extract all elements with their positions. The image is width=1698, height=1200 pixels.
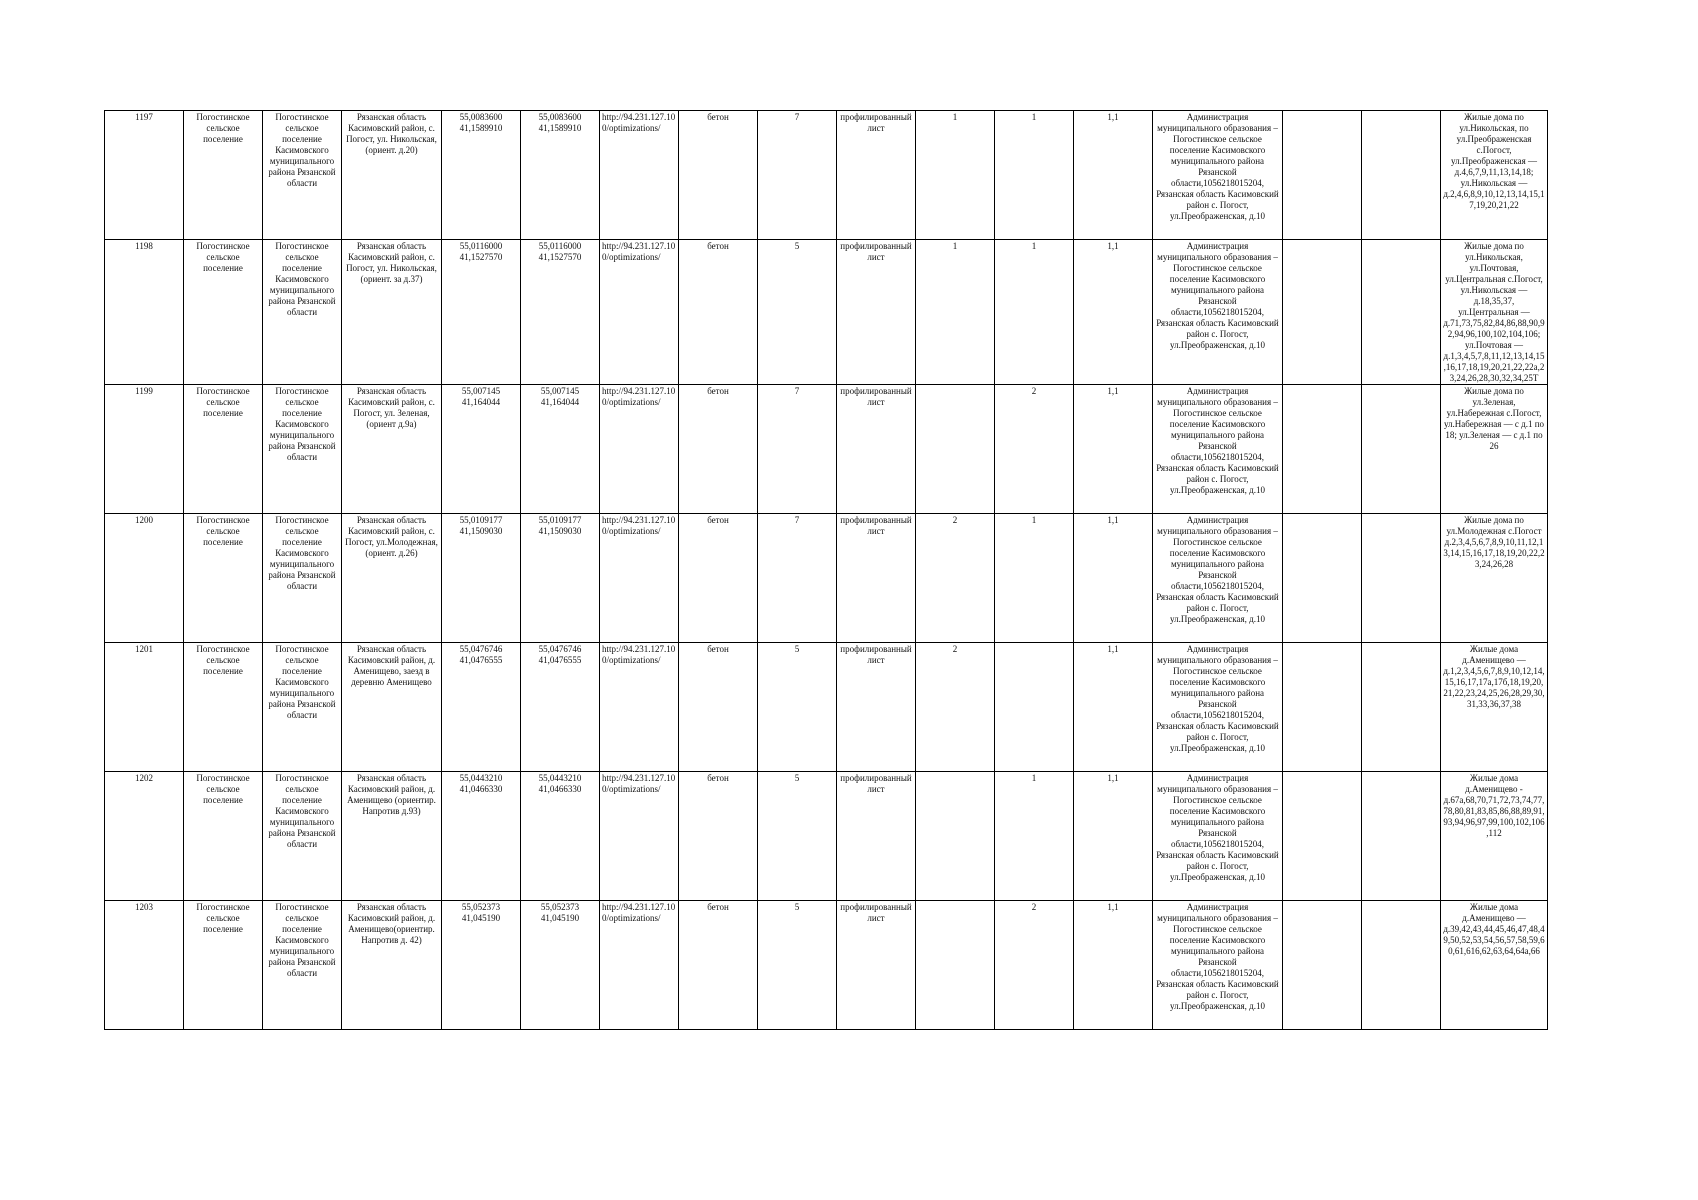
owner-cell: Погостинское сельское поселение Касимовского муниципального района Рязанской области: [263, 772, 342, 901]
settlement-cell: Погостинское сельское поселение: [184, 514, 263, 643]
link-cell: http://94.231.127.10 0/optimizations/: [600, 901, 679, 1030]
fence-cell: профилированный лист: [837, 643, 916, 772]
area-cell: 7: [758, 514, 837, 643]
empty-cell: [1283, 111, 1362, 240]
row-number: 1198: [105, 240, 184, 385]
count2-cell: 1: [995, 772, 1074, 901]
area-cell: 7: [758, 385, 837, 514]
owner-cell: Погостинское сельское поселение Касимовского муниципального района Рязанской области: [263, 901, 342, 1030]
link-cell: http://94.231.127.10 0/optimizations/: [600, 514, 679, 643]
surface-cell: бетон: [679, 514, 758, 643]
link-cell: http://94.231.127.10 0/optimizations/: [600, 385, 679, 514]
settlement-cell: Погостинское сельское поселение: [184, 385, 263, 514]
empty-cell: [1283, 240, 1362, 385]
empty-cell: [1283, 643, 1362, 772]
houses-cell: Жилые дома д.Аменищево — д.39,42,43,44,45,46,47,48,4 9,50,52,53,54,56,57,58,59,6 0,61,616,62,63,64,64а,66: [1441, 901, 1548, 1030]
volume-cell: 1,1: [1074, 111, 1153, 240]
row-number: 1200: [105, 514, 184, 643]
count2-cell: 1: [995, 514, 1074, 643]
registry-table: [104, 110, 1548, 1030]
area-cell: 5: [758, 240, 837, 385]
houses-cell: Жилые дома по ул.Никольская, ул.Почтовая, ул.Центральная с.Погост, ул.Никольская — д.18,35,37, ул.Центральная — д.71,73,75,82,84,86,88,90,9 2,94,96,100,102,104,106; ул.Почтовая — д.1,3,4,5,7,8,11,12,13,14,15 ,16,17,18,19,20,21,22,22а,2 3,24,26,28,30,32,34,25Т: [1441, 240, 1548, 385]
owner-cell: Погостинское сельское поселение Касимовского муниципального района Рязанской области: [263, 514, 342, 643]
surface-cell: бетон: [679, 385, 758, 514]
table-row: [105, 772, 1548, 901]
longitude-cell: 55,0109177 41,1509030: [521, 514, 600, 643]
owner-cell: Погостинское сельское поселение Касимовского муниципального района Рязанской области: [263, 240, 342, 385]
surface-cell: бетон: [679, 240, 758, 385]
fence-cell: профилированный лист: [837, 772, 916, 901]
houses-cell: Жилые дома д.Аменищево - д.67а,68,70,71,72,73,74,77, 78,80,81,83,85,86,88,89,91, 93,94,96,97,99,100,102,106 ,112: [1441, 772, 1548, 901]
longitude-cell: 55,0443210 41,0466330: [521, 772, 600, 901]
empty-cell: [1283, 385, 1362, 514]
volume-cell: 1,1: [1074, 514, 1153, 643]
empty-cell: [1362, 901, 1441, 1030]
settlement-cell: Погостинское сельское поселение: [184, 240, 263, 385]
settlement-cell: Погостинское сельское поселение: [184, 772, 263, 901]
count2-cell: 2: [995, 901, 1074, 1030]
address-cell: Рязанская область Касимовский район, д. Аменищево (ориентир. Напротив д.93): [342, 772, 442, 901]
latitude-cell: 55,0443210 41,0466330: [442, 772, 521, 901]
surface-cell: бетон: [679, 772, 758, 901]
link-cell: http://94.231.127.10 0/optimizations/: [600, 240, 679, 385]
administration-cell: Администрация муниципального образования – Погостинское сельское поселение Касимовского муниципального района Рязанской области,1056218015204, Рязанская область Касимовский район с. Погост, ул.Преображенская, д.10: [1153, 514, 1283, 643]
longitude-cell: 55,007145 41,164044: [521, 385, 600, 514]
administration-cell: Администрация муниципального образования – Погостинское сельское поселение Касимовского муниципального района Рязанской области,1056218015204, Рязанская область Касимовский район с. Погост, ул.Преображенская, д.10: [1153, 643, 1283, 772]
count2-cell: 1: [995, 240, 1074, 385]
table-row: [105, 901, 1548, 1030]
empty-cell: [1362, 514, 1441, 643]
surface-cell: бетон: [679, 901, 758, 1030]
owner-cell: Погостинское сельское поселение Касимовского муниципального района Рязанской области: [263, 111, 342, 240]
longitude-cell: 55,052373 41,045190: [521, 901, 600, 1030]
count1-cell: [916, 385, 995, 514]
empty-cell: [1362, 643, 1441, 772]
row-number: 1199: [105, 385, 184, 514]
volume-cell: 1,1: [1074, 901, 1153, 1030]
administration-cell: Администрация муниципального образования – Погостинское сельское поселение Касимовского муниципального района Рязанской области,1056218015204, Рязанская область Касимовский район с. Погост, ул.Преображенская, д.10: [1153, 385, 1283, 514]
fence-cell: профилированный лист: [837, 111, 916, 240]
empty-cell: [1362, 111, 1441, 240]
administration-cell: Администрация муниципального образования – Погостинское сельское поселение Касимовского муниципального района Рязанской области,1056218015204, Рязанская область Касимовский район с. Погост, ул.Преображенская, д.10: [1153, 111, 1283, 240]
count2-cell: [995, 643, 1074, 772]
fence-cell: профилированный лист: [837, 901, 916, 1030]
empty-cell: [1362, 385, 1441, 514]
table-row: [105, 385, 1548, 514]
administration-cell: Администрация муниципального образования – Погостинское сельское поселение Касимовского муниципального района Рязанской области,1056218015204, Рязанская область Касимовский район с. Погост, ул.Преображенская, д.10: [1153, 772, 1283, 901]
table-row: [105, 514, 1548, 643]
count1-cell: [916, 901, 995, 1030]
empty-cell: [1362, 240, 1441, 385]
latitude-cell: 55,007145 41,164044: [442, 385, 521, 514]
count2-cell: 1: [995, 111, 1074, 240]
row-number: 1202: [105, 772, 184, 901]
count2-cell: 2: [995, 385, 1074, 514]
longitude-cell: 55,0083600 41,1589910: [521, 111, 600, 240]
houses-cell: Жилые дома д.Аменищево — д.1,2,3,4,5,6,7,8,9,10,12,14, 15,16,17,17а,17б,18,19,20, 21,22,23,24,25,26,28,29,30, 31,33,36,37,38: [1441, 643, 1548, 772]
volume-cell: 1,1: [1074, 643, 1153, 772]
link-cell: http://94.231.127.10 0/optimizations/: [600, 772, 679, 901]
fence-cell: профилированный лист: [837, 385, 916, 514]
address-cell: Рязанская область Касимовский район, с. Погост, ул.Молодежная, (ориент. д.26): [342, 514, 442, 643]
latitude-cell: 55,0109177 41,1509030: [442, 514, 521, 643]
houses-cell: Жилые дома по ул.Зеленая, ул.Набережная с.Погост, ул.Набережная — с д.1 по 18; ул.Зеленая — с д.1 по 26: [1441, 385, 1548, 514]
latitude-cell: 55,0116000 41,1527570: [442, 240, 521, 385]
owner-cell: Погостинское сельское поселение Касимовского муниципального района Рязанской области: [263, 385, 342, 514]
surface-cell: бетон: [679, 111, 758, 240]
settlement-cell: Погостинское сельское поселение: [184, 111, 263, 240]
area-cell: 5: [758, 772, 837, 901]
settlement-cell: Погостинское сельское поселение: [184, 901, 263, 1030]
area-cell: 7: [758, 111, 837, 240]
empty-cell: [1283, 514, 1362, 643]
count1-cell: 1: [916, 111, 995, 240]
table-row: [105, 240, 1548, 385]
row-number: 1197: [105, 111, 184, 240]
table-row: [105, 643, 1548, 772]
fence-cell: профилированный лист: [837, 514, 916, 643]
count1-cell: 2: [916, 643, 995, 772]
count1-cell: 1: [916, 240, 995, 385]
address-cell: Рязанская область Касимовский район, д. Аменищево, заезд в деревню Аменищево: [342, 643, 442, 772]
volume-cell: 1,1: [1074, 240, 1153, 385]
administration-cell: Администрация муниципального образования – Погостинское сельское поселение Касимовского муниципального района Рязанской области,1056218015204, Рязанская область Касимовский район с. Погост, ул.Преображенская, д.10: [1153, 901, 1283, 1030]
row-number: 1203: [105, 901, 184, 1030]
latitude-cell: 55,0083600 41,1589910: [442, 111, 521, 240]
latitude-cell: 55,052373 41,045190: [442, 901, 521, 1030]
empty-cell: [1283, 772, 1362, 901]
count1-cell: [916, 772, 995, 901]
latitude-cell: 55,0476746 41,0476555: [442, 643, 521, 772]
area-cell: 5: [758, 643, 837, 772]
settlement-cell: Погостинское сельское поселение: [184, 643, 263, 772]
empty-cell: [1283, 901, 1362, 1030]
address-cell: Рязанская область Касимовский район, д. Аменищево(ориентир. Напротив д. 42): [342, 901, 442, 1030]
administration-cell: Администрация муниципального образования – Погостинское сельское поселение Касимовского муниципального района Рязанской области,1056218015204, Рязанская область Касимовский район с. Погост, ул.Преображенская, д.10: [1153, 240, 1283, 385]
address-cell: Рязанская область Касимовский район, с. Погост, ул. Зеленая, (ориент д.9а): [342, 385, 442, 514]
address-cell: Рязанская область Касимовский район, с. Погост, ул. Никольская, (ориент. за д.37): [342, 240, 442, 385]
empty-cell: [1362, 772, 1441, 901]
link-cell: http://94.231.127.10 0/optimizations/: [600, 643, 679, 772]
volume-cell: 1,1: [1074, 772, 1153, 901]
surface-cell: бетон: [679, 643, 758, 772]
houses-cell: Жилые дома по ул.Никольская, по ул.Преображенская с.Погост, ул.Преображенская — д.4,6,7,9,11,13,14,18; ул.Никольская — д.2,4,6,8,9,10,12,13,14,15,1 7,19,20,21,22: [1441, 111, 1548, 240]
address-cell: Рязанская область Касимовский район, с. Погост, ул. Никольская, (ориент. д.20): [342, 111, 442, 240]
volume-cell: 1,1: [1074, 385, 1153, 514]
count1-cell: 2: [916, 514, 995, 643]
row-number: 1201: [105, 643, 184, 772]
area-cell: 5: [758, 901, 837, 1030]
owner-cell: Погостинское сельское поселение Касимовского муниципального района Рязанской области: [263, 643, 342, 772]
link-cell: http://94.231.127.10 0/optimizations/: [600, 111, 679, 240]
longitude-cell: 55,0116000 41,1527570: [521, 240, 600, 385]
houses-cell: Жилые дома по ул.Молодежная с.Погост д.2,3,4,5,6,7,8,9,10,11,12,1 3,14,15,16,17,18,19,20,22,2 3,24,26,28: [1441, 514, 1548, 643]
longitude-cell: 55,0476746 41,0476555: [521, 643, 600, 772]
fence-cell: профилированный лист: [837, 240, 916, 385]
table-row: [105, 111, 1548, 240]
